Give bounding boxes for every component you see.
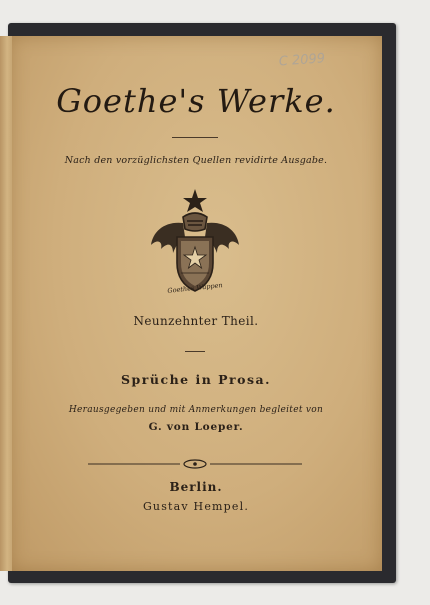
editor-credit: Herausgegeben und mit Anmerkungen begleitet von: [68, 405, 324, 415]
ornamental-divider: [88, 458, 302, 470]
work-title: Sprüche in Prosa.: [121, 372, 271, 387]
emblem-motto: Goethes Wappen: [167, 281, 223, 295]
title-rule: [172, 137, 218, 138]
publication-city: Berlin.: [169, 480, 223, 494]
publisher-name: Gustav Hempel.: [142, 500, 250, 513]
star-icon: [183, 189, 207, 212]
crest-helmet-icon: [183, 213, 207, 231]
editor-name: G. von Loeper.: [148, 421, 244, 433]
part-ornament-rule: [185, 351, 205, 352]
pencil-annotation: C 2099: [278, 51, 326, 70]
edition-subtitle: Nach den vorzüglichsten Quellen revidirte Ausgabe.: [64, 155, 328, 166]
volume-part: Neunzehnter Theil.: [133, 314, 259, 328]
book-title: Goethe's Werke.: [56, 82, 336, 120]
